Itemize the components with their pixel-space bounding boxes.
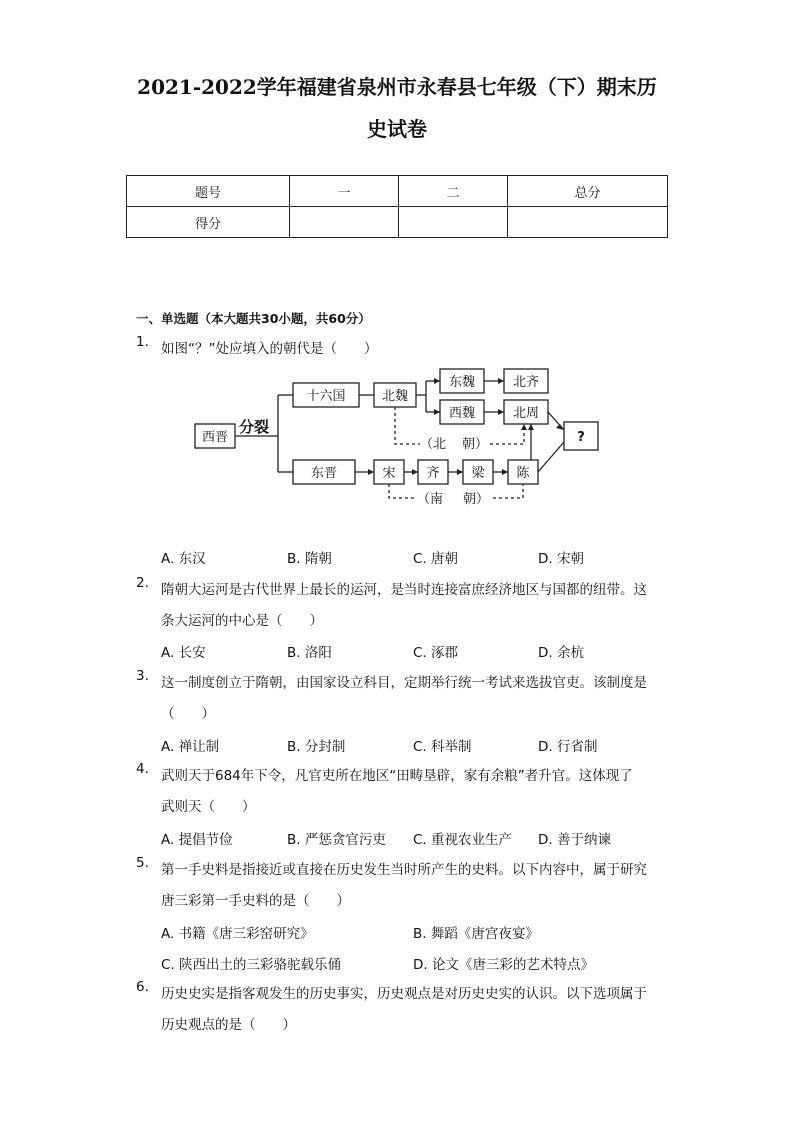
- label-question: ?: [577, 430, 585, 445]
- option-a[interactable]: A. 禅让制: [161, 739, 220, 755]
- label-nan: （南: [416, 492, 444, 507]
- score-cell: 题号: [127, 176, 290, 207]
- question-number: 6.: [136, 979, 149, 995]
- question-4: [136, 761, 676, 823]
- label-beiwei: 北魏: [381, 389, 409, 404]
- label-xijin: 西晋: [201, 430, 229, 445]
- question-number: 3.: [136, 668, 149, 684]
- question-stem-line: （ ）: [161, 706, 215, 722]
- question-stem-line: 武则天于684年下令，凡官吏所在地区“田畴垦辟，家有余粮”者升官。这体现了: [161, 768, 633, 784]
- question-5: [136, 855, 676, 917]
- label-beiqi: 北齐: [512, 375, 540, 390]
- question-number: 4.: [136, 761, 149, 777]
- label-chao-south: 朝）: [462, 492, 490, 507]
- option-b[interactable]: B. 隋朝: [287, 551, 332, 567]
- question-6: [136, 979, 676, 1041]
- question-stem-line: 武则天（ ）: [161, 799, 256, 815]
- question-stem: 如图“？”处应填入的朝代是（ ）: [161, 341, 378, 357]
- option-c[interactable]: C. 涿郡: [413, 645, 459, 661]
- score-table: [126, 175, 668, 238]
- option-a[interactable]: A. 长安: [161, 645, 206, 661]
- title-line-2: 史试卷: [367, 117, 427, 141]
- question-stem-line: 条大运河的中心是（ ）: [161, 613, 323, 629]
- question-number: 2.: [136, 575, 149, 591]
- score-cell: 二: [399, 176, 508, 207]
- label-shiliuguo: 十六国: [306, 389, 346, 404]
- question-number: 5.: [136, 855, 149, 871]
- question-stem-line: 这一制度创立于隋朝，由国家设立科目，定期举行统一考试来选拔官吏。该制度是: [161, 675, 647, 691]
- option-b[interactable]: B. 洛阳: [287, 645, 332, 661]
- label-dongwei: 东魏: [448, 375, 476, 390]
- score-table-row: [127, 207, 668, 238]
- question-2: [136, 575, 676, 637]
- option-d[interactable]: D. 善于纳谏: [538, 832, 611, 848]
- score-cell-empty: [399, 207, 508, 238]
- question-3: [136, 668, 676, 730]
- option-a[interactable]: A. 提倡节俭: [161, 832, 233, 848]
- score-cell: 总分: [508, 176, 668, 207]
- option-d[interactable]: D. 论文《唐三彩的艺术特点》: [413, 957, 594, 973]
- label-bei: （北: [419, 437, 447, 452]
- score-cell-empty: [508, 207, 668, 238]
- label-qi: 齐: [426, 466, 440, 481]
- label-beizhou: 北周: [512, 406, 540, 421]
- option-c[interactable]: C. 科举制: [413, 739, 472, 755]
- option-a[interactable]: A. 书籍《唐三彩窑研究》: [161, 926, 314, 942]
- score-cell: 一: [290, 176, 399, 207]
- question-stem-line: 隋朝大运河是古代世界上最长的运河，是当时连接富庶经济地区与国都的纽带。这: [161, 582, 647, 598]
- option-d[interactable]: D. 宋朝: [538, 551, 584, 567]
- label-song: 宋: [382, 466, 396, 481]
- title-line-1: 2021-2022学年福建省泉州市永春县七年级（下）期末历: [137, 75, 657, 99]
- question-number: 1.: [136, 334, 149, 350]
- question-stem-line: 历史观点的是（ ）: [161, 1017, 296, 1033]
- exam-title: [60, 66, 734, 150]
- score-table-header-row: [127, 176, 668, 207]
- score-cell: 得分: [127, 207, 290, 238]
- question-stem-line: 唐三彩第一手史料的是（ ）: [161, 893, 350, 909]
- label-chao-north: 朝）: [461, 437, 489, 452]
- section-heading: 一、单选题（本大题共30小题，共60分）: [136, 311, 371, 326]
- label-chen: 陈: [516, 466, 530, 481]
- label-liang: 梁: [471, 466, 485, 481]
- label-dongjin: 东晋: [310, 466, 338, 481]
- option-a[interactable]: A. 东汉: [161, 551, 206, 567]
- question-stem-line: 历史史实是指客观发生的历史事实，历史观点是对历史史实的认识。以下选项属于: [161, 986, 647, 1002]
- option-c[interactable]: C. 陕西出土的三彩骆驼载乐俑: [161, 957, 342, 973]
- label-xiwei: 西魏: [448, 406, 476, 421]
- score-cell-empty: [290, 207, 399, 238]
- option-b[interactable]: B. 分封制: [287, 739, 346, 755]
- option-c[interactable]: C. 唐朝: [413, 551, 459, 567]
- option-b[interactable]: B. 严惩贪官污吏: [287, 832, 386, 848]
- question-1: [136, 334, 676, 365]
- label-fenlie: 分裂: [238, 418, 270, 436]
- option-d[interactable]: D. 行省制: [538, 739, 598, 755]
- option-c[interactable]: C. 重视农业生产: [413, 832, 513, 848]
- option-b[interactable]: B. 舞蹈《唐宫夜宴》: [413, 926, 539, 942]
- question-stem-line: 第一手史料是指接近或直接在历史发生当时所产生的史料。以下内容中，属于研究: [161, 862, 647, 878]
- option-d[interactable]: D. 余杭: [538, 645, 584, 661]
- dynasty-diagram: [190, 366, 610, 512]
